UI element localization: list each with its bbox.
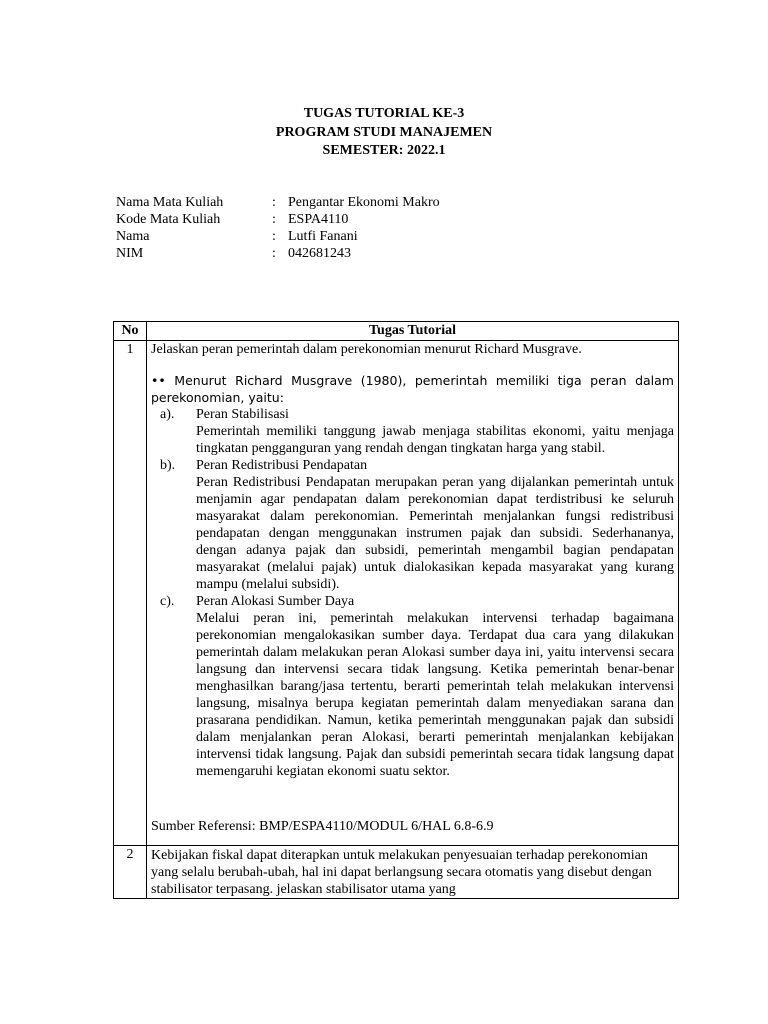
list-item [151,406,674,457]
item-title: Peran Alokasi Sumber Daya [196,594,355,609]
info-value: Pengantar Ekonomi Makro [288,195,440,210]
item-title: Peran Redistribusi Pendapatan [196,458,368,473]
column-header-task: Tugas Tutorial [147,322,679,341]
info-colon: : [272,229,276,244]
table-row [114,846,679,899]
info-colon: : [272,212,276,227]
column-header-no: No [114,322,147,341]
row-number: 1 [114,341,147,846]
task-cell [147,341,679,846]
info-label: Nama Mata Kuliah [116,195,224,210]
course-info [116,194,440,262]
question-text: Jelaskan peran pemerintah dalam perekonomian menurut Richard Musgrave. [151,342,582,357]
info-value: Lutfi Fanani [288,229,358,244]
info-label: Nama [116,229,150,244]
table-header-row [114,322,679,341]
item-description: Peran Redistribusi Pendapatan merupakan peran yang dijalankan pemerintah untuk menjamin agar pendapatan dalam perekonomian dapat terdistribusi ke seluruh masyarakat dalam perekonomian. Pemerintah menjalankan fungsi redistribusi pendapatan dengan menggunakan instrumen pajak dan subsidi. Sederhananya, dengan adanya pajak dan subsidi, pemerintah mengambil bagian pendapatan masyarakat (melalui pajak) untuk dialokasikan kepada masyarakat yang kurang mampu (melalui subsidi). [196,475,674,592]
tasks-table [113,321,679,899]
item-description: Melalui peran ini, pemerintah melakukan intervensi terhadap bagaimana perekonomian mengalokasikan sumber daya. Terdapat dua cara yang dilakukan pemerintah dalam melakukan peran Alokasi sumber daya ini, yaitu intervensi secara langsung dan intervensi secara tidak langsung. Ketika pemerintah benar-benar menghasilkan barang/jasa tertentu, berarti pemerintah telah melakukan intervensi langsung, misalnya berupa kegiatan pemerintah dalam menyediakan sarana dan prasarana pendidikan. Namun, ketika pemerintah menggunakan pajak dan subsidi dalam menjalankan peran Alokasi, berarti pemerintah menjalankan kebijakan intervensi tidak langsung. Pajak dan subsidi pemerintah secara tidak langsung dapat memengaruhi kegiatan ekonomi suatu sektor. [196,611,674,779]
info-colon: : [272,195,276,210]
item-description: Pemerintah memiliki tanggung jawab menjaga stabilitas ekonomi, yaitu menjaga tingkatan pengganguran yang rendah dengan tingkatan harga yang stabil. [196,424,674,456]
info-row-name [116,228,440,245]
info-label: NIM [116,246,144,261]
info-row-nim [116,245,440,262]
info-label: Kode Mata Kuliah [116,212,221,227]
list-marker: a). [160,407,175,422]
row-number: 2 [114,846,147,899]
task-cell [147,846,679,899]
info-value: 042681243 [288,246,351,261]
info-colon: : [272,246,276,261]
info-row-course-name [116,194,440,211]
item-title: Peran Stabilisasi [196,407,289,422]
doc-semester: SEMESTER: 2022.1 [322,143,446,158]
table-row [114,341,679,846]
info-row-course-code [116,211,440,228]
doc-title: TUGAS TUTORIAL KE-3 [303,106,465,121]
answer-intro: •• Menurut Richard Musgrave (1980), pemerintah memiliki tiga peran dalam perekonomian, yaitu: [151,373,674,405]
info-value: ESPA4110 [288,212,349,227]
list-marker: c). [160,594,175,609]
list-marker: b). [160,458,176,473]
doc-program: PROGRAM STUDI MANAJEMEN [275,125,493,140]
reference-text: Sumber Referensi: BMP/ESPA4110/MODUL 6/HAL 6.8-6.9 [151,819,494,834]
list-item [151,457,674,593]
list-item [151,593,674,780]
question-text: Kebijakan fiskal dapat diterapkan untuk melakukan penyesuaian terhadap perekonomian yang selalu berubah-ubah, hal ini dapat berlangsung secara otomatis yang disebut dengan stabilisator terpasang. jelaskan stabilisator utama yang [151,848,652,897]
